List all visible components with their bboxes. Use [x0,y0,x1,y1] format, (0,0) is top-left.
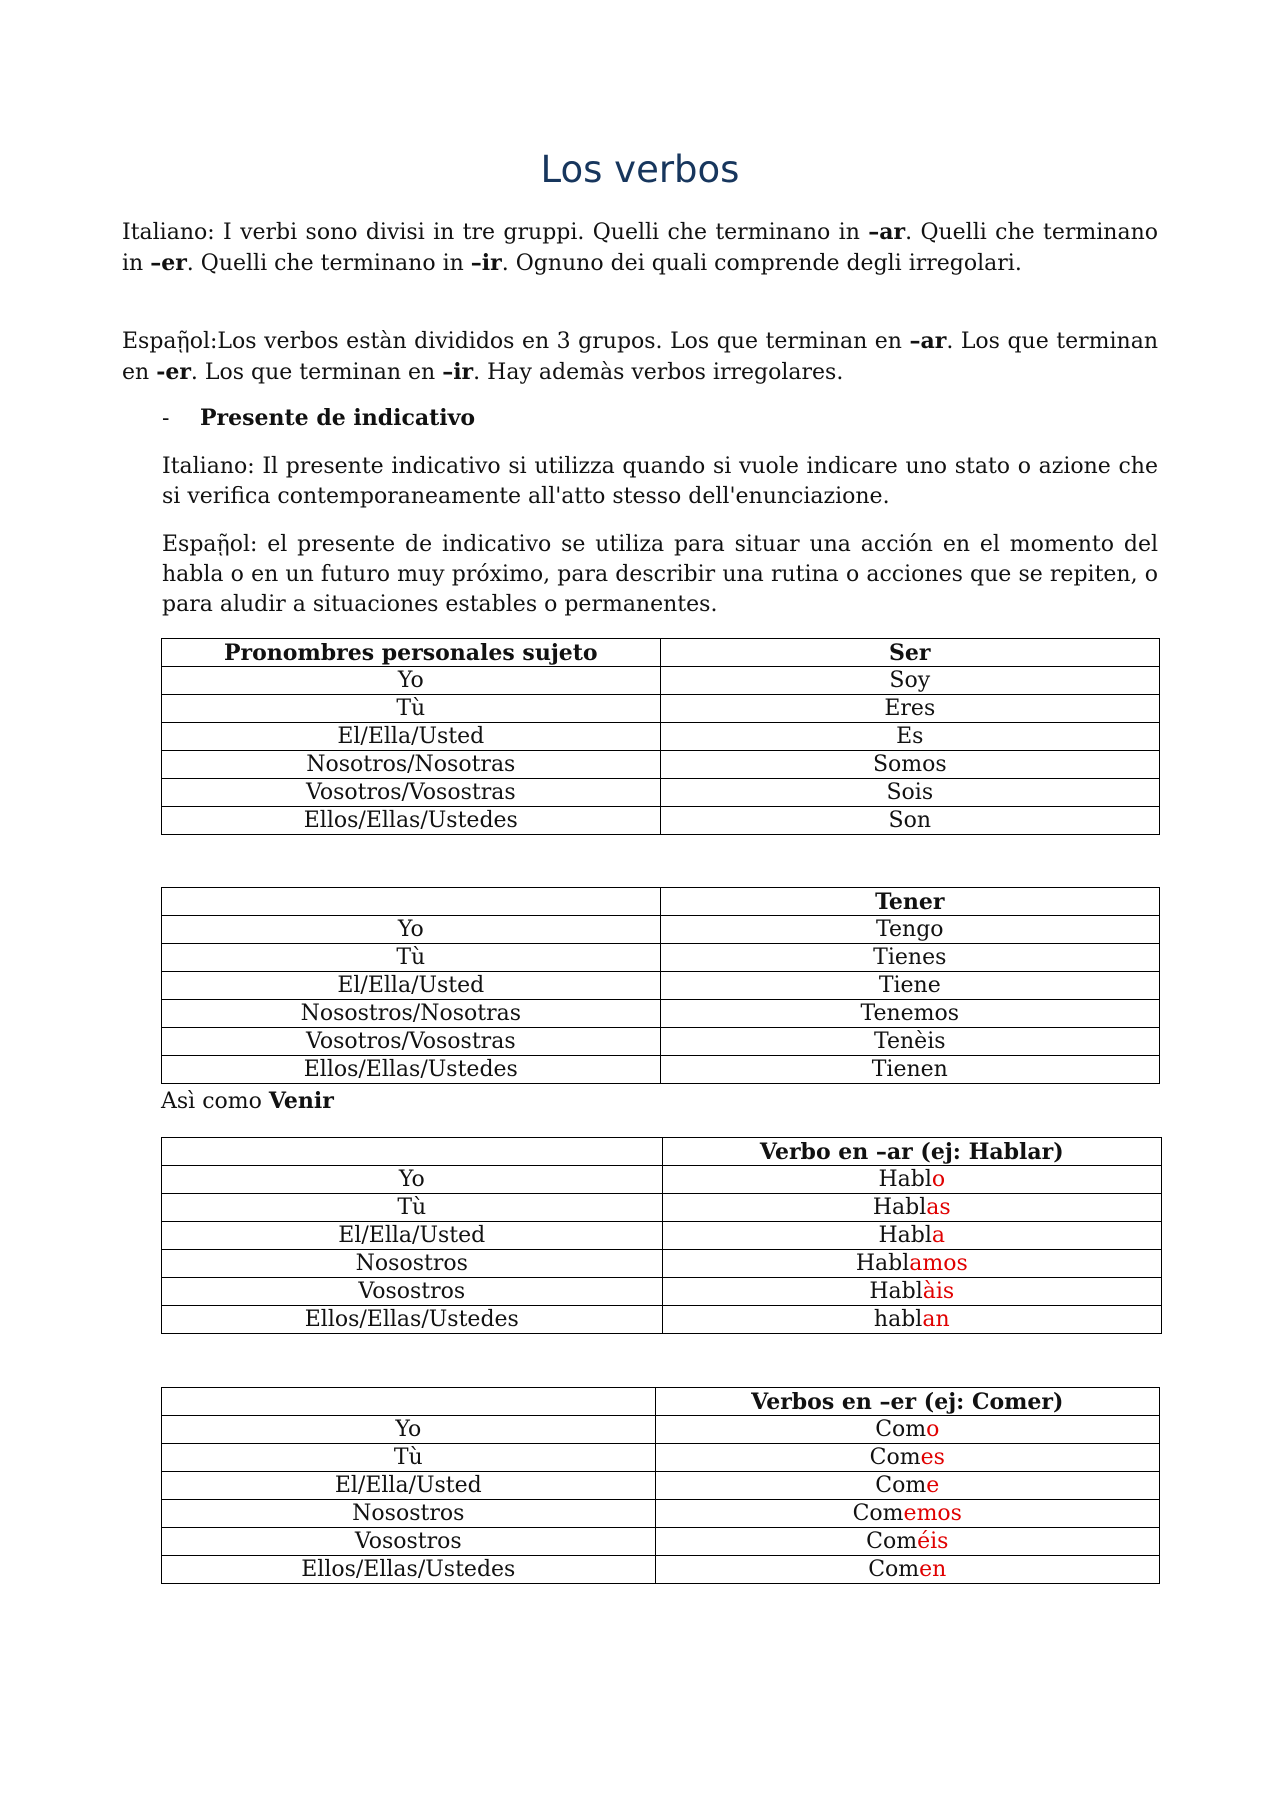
verb-cell [662,1166,1161,1194]
table-header-row [162,888,1160,916]
text-run: . Los que terminan en [190,360,443,385]
verb-cell [662,1194,1161,1222]
table-tener [161,887,1160,1084]
table-row [162,1222,1162,1250]
table-row [162,1166,1162,1194]
table-row [162,916,1160,944]
table-row [162,1416,1160,1444]
pronoun-cell: Vosotros/Vosostras [162,779,661,807]
verb-ending: amos [909,1250,968,1276]
bold-ending: –ar [868,219,906,245]
table-row [162,1250,1162,1278]
header-cell: Ser [660,639,1159,667]
verb-stem: Com [869,1444,921,1470]
pronoun-cell: Nosostros [162,1500,656,1528]
verb-cell: Eres [660,695,1159,723]
verb-cell [655,1500,1159,1528]
verb-cell: Somos [660,751,1159,779]
verb-stem: Habl [872,1194,927,1220]
table-verbo-er [161,1387,1160,1584]
verb-cell: Es [660,723,1159,751]
table-row [162,1028,1160,1056]
table-row [162,1528,1160,1556]
bold-ending: –er [150,250,187,276]
table-verbo-ar [161,1137,1162,1334]
pronoun-cell: Nosostros/Nosotras [162,1000,661,1028]
verb-cell: Tenèis [660,1028,1159,1056]
table-row [162,1472,1160,1500]
verb-cell: Sois [660,779,1159,807]
verb-cell: Tenemos [660,1000,1159,1028]
table-row [162,1500,1160,1528]
verb-ending: es [920,1444,945,1470]
header-cell [162,1388,656,1416]
bold-verb: Venir [268,1088,334,1114]
verb-cell [662,1250,1161,1278]
verb-cell [655,1416,1159,1444]
verb-ending: e [926,1472,940,1498]
table-header-row [162,1388,1160,1416]
table-row [162,807,1160,835]
text-run: . Los que terminan en [122,329,1158,385]
verb-cell: Son [660,807,1159,835]
verb-stem: Com [875,1416,927,1442]
verb-cell [655,1472,1159,1500]
bold-ending: -er [156,359,191,385]
pronoun-cell: Yo [162,1166,663,1194]
table-row [162,667,1160,695]
verb-cell: Soy [660,667,1159,695]
header-cell: Verbo en –ar (ej: Hablar) [662,1138,1161,1166]
section-heading [162,403,475,434]
bold-ending: –ar [909,328,947,354]
verb-cell [655,1444,1159,1472]
pronoun-cell: El/Ella/Usted [162,723,661,751]
pronoun-cell: Ellos/Ellas/Ustedes [162,1556,656,1584]
verb-cell [655,1556,1159,1584]
pronoun-cell: Ellos/Ellas/Ustedes [162,1306,663,1334]
verb-cell: Tienen [660,1056,1159,1084]
pronoun-cell: Yo [162,667,661,695]
pronoun-cell: Yo [162,1416,656,1444]
pronoun-cell: Tù [162,695,661,723]
verb-cell [662,1278,1161,1306]
text-run: . Quelli che terminano in [186,251,471,276]
table-header-row [162,1138,1162,1166]
pronoun-cell: Nosotros/Nosotras [162,751,661,779]
verb-cell: Tengo [660,916,1159,944]
verb-ending: an [922,1306,950,1332]
text-run: Espaῇol:Los verbos estàn divididos en 3 grupos. Los que terminan en [122,329,910,354]
pronoun-cell: El/Ella/Usted [162,1222,663,1250]
header-cell [162,888,661,916]
section-spanish-paragraph: Espaῇol: el presente de indicativo se utiliza para situar una acción en el momento del habla o en un futuro muy próximo, para describir una rutina o acciones que se repiten, o para aludir a situaciones estables o permanentes. [162,532,1158,617]
table-row [162,972,1160,1000]
verb-ending: àis [922,1278,955,1304]
verb-ending: o [931,1166,946,1192]
table-row [162,1056,1160,1084]
verb-stem: Com [852,1500,904,1526]
verb-stem: Com [866,1528,918,1554]
intro-spanish-paragraph [122,326,1158,388]
verb-ending: en [919,1556,947,1582]
header-cell [162,1138,663,1166]
page-title: Los verbos [540,148,740,191]
pronoun-cell: Tù [162,1444,656,1472]
asi-como-note [161,1087,334,1116]
bold-ending: –ir [470,250,502,276]
table-ser [161,638,1160,835]
intro-italian-paragraph [122,217,1158,279]
table-header-row [162,639,1160,667]
pronoun-cell: Yo [162,916,661,944]
table-row [162,751,1160,779]
verb-ending: o [926,1416,940,1442]
table-row [162,1306,1162,1334]
verb-cell: Tienes [660,944,1159,972]
verb-stem: Com [875,1472,927,1498]
verb-cell [662,1306,1161,1334]
verb-ending: éis [917,1528,949,1554]
table-row [162,1556,1160,1584]
verb-stem: Com [868,1556,920,1582]
pronoun-cell: Tù [162,1194,663,1222]
pronoun-cell: El/Ella/Usted [162,972,661,1000]
verb-cell [655,1528,1159,1556]
table-row [162,1278,1162,1306]
verb-stem: habl [873,1306,923,1332]
text-run: Asì como [161,1089,269,1114]
verb-stem: Habl [855,1250,910,1276]
verb-ending: emos [903,1500,962,1526]
table-row [162,695,1160,723]
table-row [162,723,1160,751]
text-run: . Ognuno dei quali comprende degli irregolari. [501,251,1022,276]
section-heading-text: Presente de indicativo [200,405,476,431]
table-row [162,1000,1160,1028]
header-cell: Verbos en –er (ej: Comer) [655,1388,1159,1416]
text-run: . Quelli che terminano in [122,220,1158,276]
verb-stem: Habl [878,1166,932,1192]
verb-stem: Habl [869,1278,923,1304]
table-row [162,1444,1160,1472]
verb-ending: a [931,1222,946,1248]
pronoun-cell: Tù [162,944,661,972]
text-run: . Hay ademàs verbos irregolares. [473,360,844,385]
bold-ending: –ir [442,359,474,385]
pronoun-cell: Vosostros [162,1278,663,1306]
text-run: Italiano: I verbi sono divisi in tre gruppi. Quelli che terminano in [122,220,869,245]
table-row [162,944,1160,972]
pronoun-cell: Ellos/Ellas/Ustedes [162,807,661,835]
pronoun-cell: El/Ella/Usted [162,1472,656,1500]
pronoun-cell: Vosostros [162,1528,656,1556]
verb-cell [662,1222,1161,1250]
verb-stem: Habl [878,1222,932,1248]
header-cell: Pronombres personales sujeto [162,639,661,667]
bullet-dash: - [162,406,170,431]
pronoun-cell: Ellos/Ellas/Ustedes [162,1056,661,1084]
section-italian-paragraph: Italiano: Il presente indicativo si utilizza quando si vuole indicare uno stato o azione che si verifica contemporaneamente all'atto stesso dell'enunciazione. [162,454,1158,509]
verb-cell: Tiene [660,972,1159,1000]
pronoun-cell: Vosotros/Vosostras [162,1028,661,1056]
verb-ending: as [926,1194,951,1220]
pronoun-cell: Nosostros [162,1250,663,1278]
table-row [162,779,1160,807]
table-row [162,1194,1162,1222]
header-cell: Tener [660,888,1159,916]
